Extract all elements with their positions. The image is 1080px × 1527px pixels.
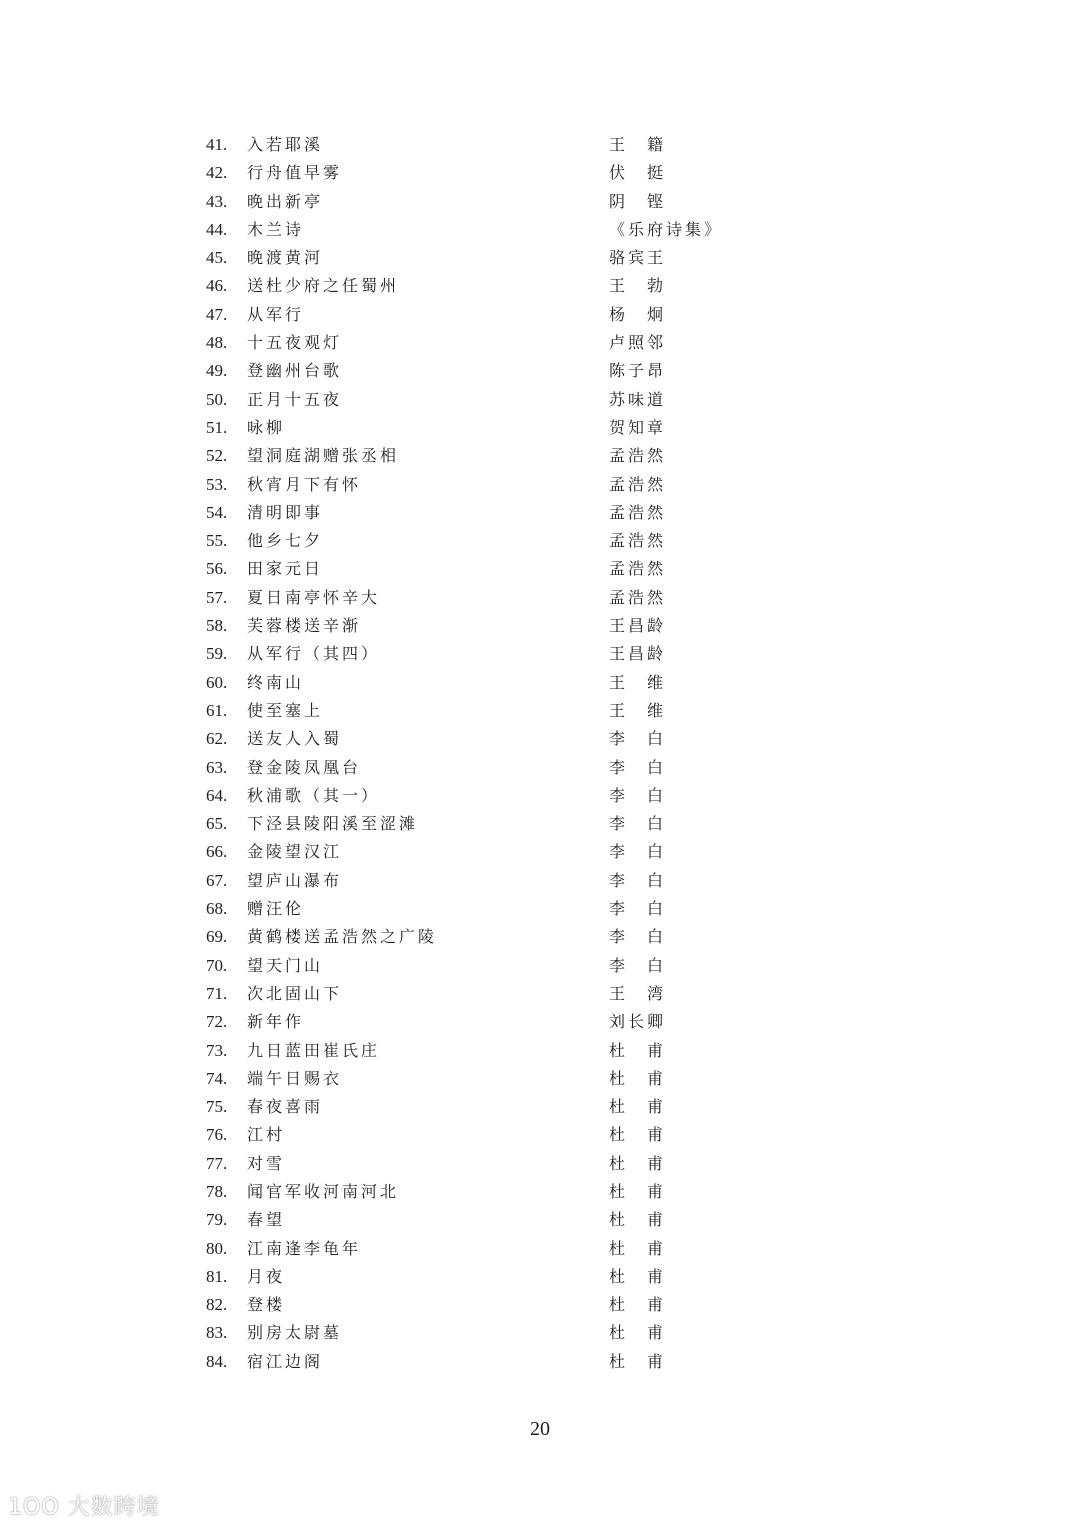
watermark-logo: 1OO 大数跨境 — [8, 1495, 160, 1520]
list-item — [206, 414, 766, 442]
poem-author: 杜 甫 — [609, 1125, 667, 1145]
poem-list — [206, 131, 766, 1376]
list-item — [206, 1235, 766, 1263]
entry-number: 65. — [206, 814, 228, 834]
entry-number: 58. — [206, 616, 228, 636]
poem-title: 秋宵月下有怀 — [247, 474, 362, 494]
entry-number: 76. — [206, 1125, 228, 1145]
list-item — [206, 1206, 766, 1234]
list-item — [206, 952, 766, 980]
poem-author: 阴 铿 — [609, 191, 667, 211]
poem-author: 孟浩然 — [609, 559, 667, 579]
poem-author: 孟浩然 — [609, 587, 667, 607]
list-item — [206, 555, 766, 583]
poem-author: 杜 甫 — [609, 1181, 667, 1201]
poem-title: 登楼 — [247, 1295, 286, 1315]
entry-number: 71. — [206, 983, 228, 1003]
poem-title: 赠汪伦 — [247, 899, 305, 919]
poem-title: 使至塞上 — [247, 700, 324, 720]
list-item — [206, 1263, 766, 1291]
page-number: 20 — [530, 1418, 550, 1440]
list-item — [206, 1178, 766, 1206]
poem-title: 宿江边阁 — [247, 1351, 324, 1371]
entry-number: 51. — [206, 417, 228, 437]
list-item — [206, 1291, 766, 1319]
entry-number: 78. — [206, 1181, 228, 1201]
poem-author: 王 维 — [609, 700, 667, 720]
entry-number: 80. — [206, 1238, 228, 1258]
entry-number: 55. — [206, 531, 228, 551]
entry-number: 83. — [206, 1323, 228, 1343]
list-item — [206, 669, 766, 697]
list-item — [206, 159, 766, 187]
poem-author: 孟浩然 — [609, 502, 667, 522]
entry-number: 49. — [206, 361, 228, 381]
list-item — [206, 1121, 766, 1149]
list-item — [206, 838, 766, 866]
entry-number: 66. — [206, 842, 228, 862]
poem-author: 苏味道 — [609, 389, 667, 409]
poem-title: 江南逢李龟年 — [247, 1238, 362, 1258]
poem-author: 王 勃 — [609, 276, 667, 296]
poem-title: 九日蓝田崔氏庄 — [247, 1040, 381, 1060]
entry-number: 41. — [206, 135, 228, 154]
list-item — [206, 640, 766, 668]
list-item — [206, 1319, 766, 1347]
poem-title: 新年作 — [247, 1012, 305, 1032]
poem-author: 卢照邻 — [609, 333, 667, 353]
list-item — [206, 782, 766, 810]
poem-title: 晚渡黄河 — [247, 248, 324, 268]
poem-title: 登金陵凤凰台 — [247, 757, 362, 777]
entry-number: 46. — [206, 276, 228, 296]
list-item — [206, 697, 766, 725]
poem-title: 望庐山瀑布 — [247, 870, 343, 890]
list-item — [206, 923, 766, 951]
list-item — [206, 386, 766, 414]
poem-title: 木兰诗 — [247, 219, 305, 239]
list-item — [206, 272, 766, 300]
poem-author: 杜 甫 — [609, 1295, 667, 1315]
poem-author: 孟浩然 — [609, 474, 667, 494]
poem-author: 孟浩然 — [609, 531, 667, 551]
poem-author: 李 白 — [609, 814, 667, 834]
poem-title: 望洞庭湖赠张丞相 — [247, 446, 400, 466]
poem-title: 对雪 — [247, 1153, 286, 1173]
entry-number: 53. — [206, 474, 228, 494]
list-item — [206, 471, 766, 499]
list-item — [206, 1008, 766, 1036]
poem-author: 王昌龄 — [609, 616, 667, 636]
poem-author: 王 籍 — [609, 135, 667, 154]
poem-author: 杜 甫 — [609, 1323, 667, 1343]
poem-author: 杨 炯 — [609, 304, 667, 324]
poem-author: 王 湾 — [609, 983, 667, 1003]
poem-author: 杜 甫 — [609, 1040, 667, 1060]
poem-author: 杜 甫 — [609, 1238, 667, 1258]
list-item — [206, 329, 766, 357]
list-item — [206, 1037, 766, 1065]
poem-title: 送友人入蜀 — [247, 729, 343, 749]
entry-number: 75. — [206, 1097, 228, 1117]
poem-title: 秋浦歌（其一） — [247, 785, 381, 805]
poem-title: 田家元日 — [247, 559, 324, 579]
poem-author: 李 白 — [609, 842, 667, 862]
poem-title: 入若耶溪 — [247, 135, 324, 154]
list-item — [206, 895, 766, 923]
poem-author: 王 维 — [609, 672, 667, 692]
poem-title: 清明即事 — [247, 502, 324, 522]
poem-title: 终南山 — [247, 672, 305, 692]
poem-author: 李 白 — [609, 785, 667, 805]
list-item — [206, 867, 766, 895]
poem-title: 春望 — [247, 1210, 286, 1230]
list-item — [206, 810, 766, 838]
poem-author: 王昌龄 — [609, 644, 667, 664]
entry-number: 84. — [206, 1351, 228, 1371]
list-item — [206, 357, 766, 385]
entry-number: 60. — [206, 672, 228, 692]
poem-author: 伏 挺 — [609, 163, 667, 183]
entry-number: 72. — [206, 1012, 228, 1032]
poem-title: 登幽州台歌 — [247, 361, 343, 381]
poem-title: 夏日南亭怀辛大 — [247, 587, 381, 607]
entry-number: 70. — [206, 955, 228, 975]
entry-number: 63. — [206, 757, 228, 777]
entry-number: 52. — [206, 446, 228, 466]
entry-number: 54. — [206, 502, 228, 522]
poem-title: 下泾县陵阳溪至涩滩 — [247, 814, 419, 834]
poem-title: 从军行（其四） — [247, 644, 381, 664]
poem-author: 刘长卿 — [609, 1012, 667, 1032]
entry-number: 64. — [206, 785, 228, 805]
list-item — [206, 1150, 766, 1178]
poem-author: 杜 甫 — [609, 1153, 667, 1173]
entry-number: 43. — [206, 191, 228, 211]
entry-number: 59. — [206, 644, 228, 664]
list-item — [206, 1348, 766, 1376]
poem-title: 晚出新亭 — [247, 191, 324, 211]
entry-number: 50. — [206, 389, 228, 409]
entry-number: 48. — [206, 333, 228, 353]
poem-author: 李 白 — [609, 870, 667, 890]
poem-title: 黄鹤楼送孟浩然之广陵 — [247, 927, 438, 947]
poem-author: 李 白 — [609, 757, 667, 777]
poem-author: 《乐府诗集》 — [609, 219, 724, 239]
list-item — [206, 1065, 766, 1093]
poem-author: 杜 甫 — [609, 1068, 667, 1088]
poem-title: 望天门山 — [247, 955, 324, 975]
poem-title: 行舟值早雾 — [247, 163, 343, 183]
entry-number: 69. — [206, 927, 228, 947]
entry-number: 47. — [206, 304, 228, 324]
list-item — [206, 216, 766, 244]
poem-title: 月夜 — [247, 1266, 286, 1286]
poem-author: 陈子昂 — [609, 361, 667, 381]
poem-title: 他乡七夕 — [247, 531, 324, 551]
list-item — [206, 1093, 766, 1121]
entry-number: 44. — [206, 219, 228, 239]
poem-author: 李 白 — [609, 927, 667, 947]
poem-author: 孟浩然 — [609, 446, 667, 466]
entry-number: 77. — [206, 1153, 228, 1173]
poem-title: 正月十五夜 — [247, 389, 343, 409]
poem-author: 贺知章 — [609, 417, 667, 437]
entry-number: 57. — [206, 587, 228, 607]
entry-number: 79. — [206, 1210, 228, 1230]
poem-author: 李 白 — [609, 899, 667, 919]
poem-author: 李 白 — [609, 955, 667, 975]
list-item — [206, 244, 766, 272]
list-item — [206, 584, 766, 612]
poem-title: 从军行 — [247, 304, 305, 324]
entry-number: 67. — [206, 870, 228, 890]
entry-number: 62. — [206, 729, 228, 749]
poem-author: 杜 甫 — [609, 1210, 667, 1230]
list-item — [206, 442, 766, 470]
poem-title: 芙蓉楼送辛渐 — [247, 616, 362, 636]
poem-author: 骆宾王 — [609, 248, 667, 268]
entry-number: 74. — [206, 1068, 228, 1088]
entry-number: 45. — [206, 248, 228, 268]
poem-author: 杜 甫 — [609, 1266, 667, 1286]
entry-number: 68. — [206, 899, 228, 919]
poem-author: 李 白 — [609, 729, 667, 749]
poem-title: 端午日赐衣 — [247, 1068, 343, 1088]
poem-author: 杜 甫 — [609, 1351, 667, 1371]
list-item — [206, 725, 766, 753]
poem-title: 咏柳 — [247, 417, 286, 437]
poem-title: 十五夜观灯 — [247, 333, 343, 353]
entry-number: 82. — [206, 1295, 228, 1315]
poem-title: 闻官军收河南河北 — [247, 1181, 400, 1201]
list-item — [206, 188, 766, 216]
poem-title: 送杜少府之任蜀州 — [247, 276, 400, 296]
entry-number: 61. — [206, 700, 228, 720]
poem-title: 别房太尉墓 — [247, 1323, 343, 1343]
entry-number: 56. — [206, 559, 228, 579]
list-item — [206, 754, 766, 782]
entry-number: 42. — [206, 163, 228, 183]
entry-number: 73. — [206, 1040, 228, 1060]
list-item — [206, 612, 766, 640]
poem-title: 江村 — [247, 1125, 286, 1145]
poem-title: 金陵望汉江 — [247, 842, 343, 862]
list-item — [206, 527, 766, 555]
list-item — [206, 980, 766, 1008]
list-item — [206, 301, 766, 329]
list-item — [206, 499, 766, 527]
poem-author: 杜 甫 — [609, 1097, 667, 1117]
poem-title: 次北固山下 — [247, 983, 343, 1003]
entry-number: 81. — [206, 1266, 228, 1286]
list-item — [206, 131, 766, 159]
poem-title: 春夜喜雨 — [247, 1097, 324, 1117]
